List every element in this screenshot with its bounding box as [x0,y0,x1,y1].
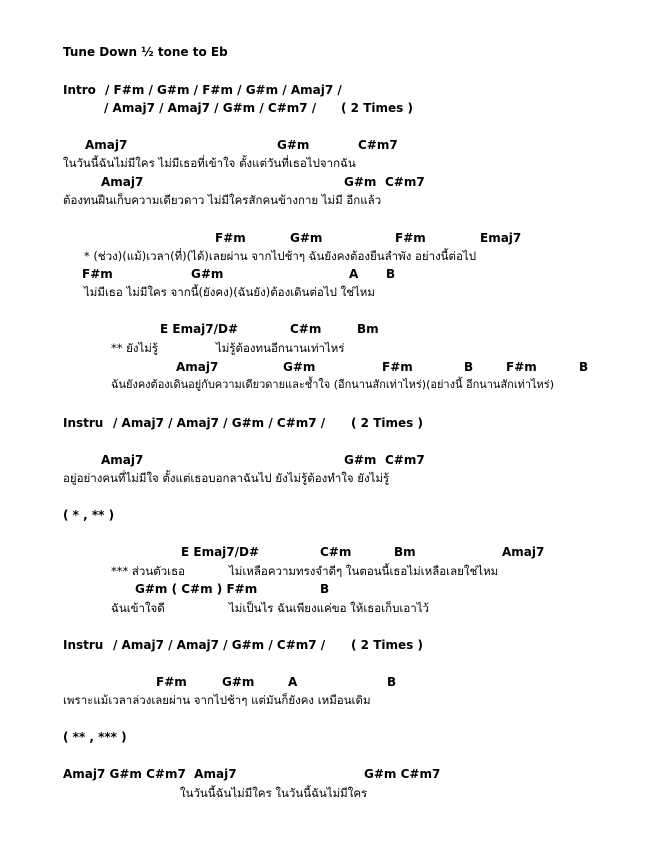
chord: A [288,675,298,689]
instru-times: ( 2 Times ) [351,638,423,652]
lyric-line: ไม่เป็นไร ฉันเพียงแค่ขอ ให้เธอเก็บเอาไว้ [229,601,429,615]
chord: Emaj7 [480,231,522,245]
lyric-line: ฉันยังคงต้องเดินอยู่กับความเดียวดายและช้ำใจ (อีกนานสักเท่าไหร่)(อย่างนี้ อีกนานสักเท่าไหร่) [111,378,554,391]
lyric-line: ในวันนี้ฉันไม่มีใคร ไม่มีเธอที่เข้าใจ ตั้งแต่วันที่เธอไปจากฉัน [63,156,356,170]
chord: Amaj7 [101,175,144,189]
chord: C#m7 [385,453,425,467]
chord: Amaj7 [176,360,219,374]
chord: G#m [283,360,316,374]
chord: Amaj7 [85,138,128,152]
chord: A [349,267,359,281]
intro-times: ( 2 Times ) [341,101,413,115]
chord: C#m7 [358,138,398,152]
chord: Bm [394,545,416,559]
chord: G#m [277,138,310,152]
chord: F#m [215,231,246,245]
chord: B [386,267,396,281]
chord: F#m [506,360,537,374]
chord: C#m [290,322,322,336]
chord: G#m [222,675,255,689]
chord: E Emaj7/D# [160,322,239,336]
instru-label: Instru [63,638,104,652]
chord: B [579,360,589,374]
chord: G#m [191,267,224,281]
chord: G#m [344,453,377,467]
chord-group: Amaj7 G#m C#m7 Amaj7 [63,767,237,781]
lyric-line: * (ช่วง)(แม้)เวลา(ที่)(ได้)เลยผ่าน จากไปช้าๆ ฉันยังคงต้องยืนลำพัง อย่างนี้ต่อไป [84,249,476,263]
lyric-line: ไม่มีเธอ ไม่มีใคร จากนี้(ยังคง)(ฉันยัง)ต้องเดินต่อไป ใช่ไหม [84,285,375,299]
chord: B [387,675,397,689]
chord: E Emaj7/D# [181,545,260,559]
chord-group: G#m ( C#m ) F#m [135,582,258,596]
chord: Amaj7 [101,453,144,467]
intro-chords-line-1: / F#m / G#m / F#m / G#m / Amaj7 / [105,83,342,97]
chord: C#m [320,545,352,559]
instru-chords: / Amaj7 / Amaj7 / G#m / C#m7 / [113,638,326,652]
chord: F#m [395,231,426,245]
lyric-line: ต้องทนฝืนเก็บความเดียวดาว ไม่มีใครสักคนข้างกาย ไม่มี อีกแล้ว [63,193,382,207]
lyric-line: *** ส่วนตัวเธอ [111,564,186,578]
intro-label: Intro [63,83,96,97]
lyric-line: ** ยังไม่รู้ [111,341,159,355]
instru-chords: / Amaj7 / Amaj7 / G#m / C#m7 / [113,416,326,430]
instru-label: Instru [63,416,104,430]
lyric-line: อยู่อย่างคนที่ไม่มีใจ ตั้งแต่เธอบอกลาฉันไป ยังไม่รู้ต้องทำใจ ยังไม่รู้ [63,471,390,485]
intro-chords-line-2: / Amaj7 / Amaj7 / G#m / C#m7 / [104,101,317,115]
lyric-line: ฉันเข้าใจดี [111,601,165,615]
repeat-marker: ( * , ** ) [63,508,115,522]
chord: Amaj7 [502,545,545,559]
chord: Bm [357,322,379,336]
chord: C#m7 [385,175,425,189]
chord: F#m [382,360,413,374]
lyric-line: ไม่เหลือความทรงจำดีๆ ในตอนนี้เธอไม่เหลือเลยใช่ไหม [229,564,499,578]
lyric-line: ในวันนี้ฉันไม่มีใคร ในวันนี้ฉันไม่มีใคร [180,786,368,800]
chord: F#m [156,675,187,689]
lyric-line: ไม่รู้ต้องทนอีกนานเท่าไหร่ [216,341,345,355]
instru-times: ( 2 Times ) [351,416,423,430]
lyric-line: เพราะแม้เวลาล่วงเลยผ่าน จากไปช้าๆ แต่มันก็ยังคง เหมือนเดิม [63,693,371,707]
tuning-note: Tune Down ½ tone to Eb [63,45,228,59]
chord: F#m [82,267,113,281]
chord: B [464,360,474,374]
repeat-marker: ( ** , *** ) [63,730,127,744]
chord-group: G#m C#m7 [364,767,441,781]
chord: G#m [290,231,323,245]
chord: G#m [344,175,377,189]
chord: B [320,582,330,596]
